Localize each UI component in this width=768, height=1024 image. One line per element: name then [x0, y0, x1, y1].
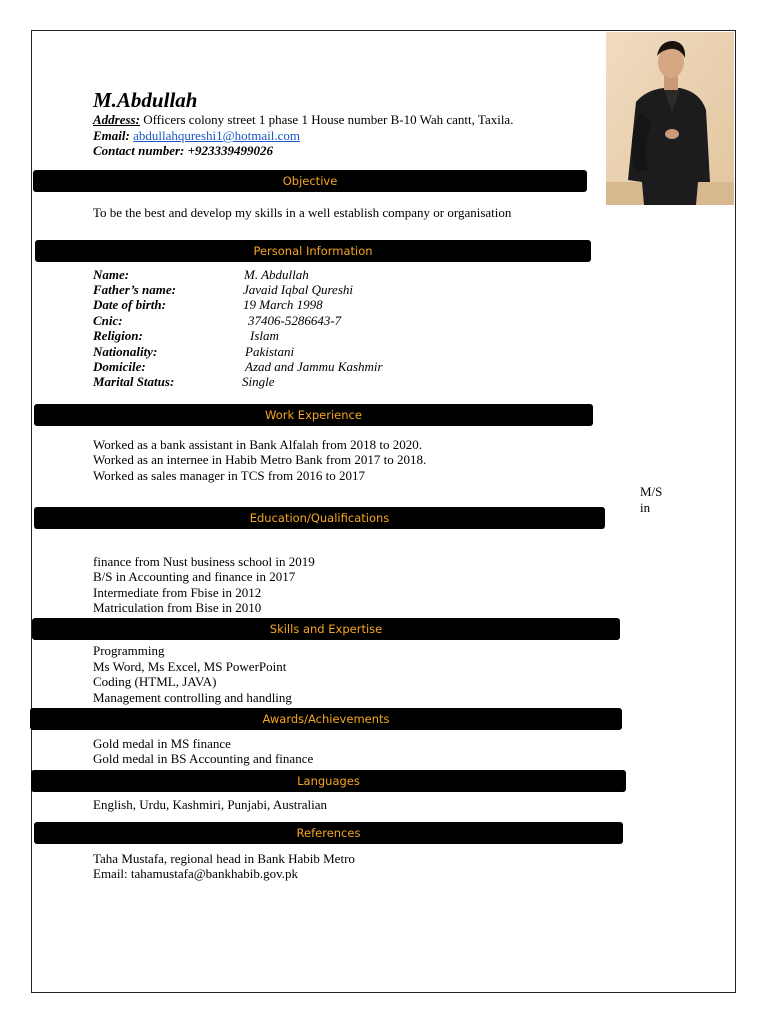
references-header: References: [34, 822, 623, 844]
side-line: in: [640, 499, 651, 515]
skill-item: Coding (HTML, JAVA): [93, 674, 217, 689]
education-header: Education/Qualifications: [34, 507, 605, 529]
pi-label: Marital Status:: [93, 374, 175, 389]
pi-label: Nationality:: [93, 344, 158, 359]
contact-label: Contact number:: [93, 143, 185, 158]
work-experience-header: Work Experience: [34, 404, 593, 426]
objective-text: To be the best and develop my skills in a well establish company or organisation: [93, 205, 512, 220]
reference-item: Taha Mustafa, regional head in Bank Habib Metro: [93, 851, 355, 866]
skill-item: Ms Word, Ms Excel, MS PowerPoint: [93, 659, 287, 674]
skills-header: Skills and Expertise: [32, 618, 620, 640]
languages-text: English, Urdu, Kashmiri, Punjabi, Australian: [93, 797, 327, 812]
candidate-name: M.Abdullah: [93, 88, 198, 112]
personal-info-header: Personal Information: [35, 240, 591, 262]
skill-item: Management controlling and handling: [93, 690, 292, 705]
objective-header: Objective: [33, 170, 587, 192]
pi-value: M. Abdullah: [244, 267, 309, 282]
pi-label: Cnic:: [93, 313, 123, 328]
pi-value: Single: [242, 374, 275, 389]
education-item: B/S in Accounting and finance in 2017: [93, 569, 296, 584]
pi-label: Religion:: [93, 328, 143, 343]
pi-value: 19 March 1998: [243, 297, 323, 312]
pi-value: Javaid Iqbal Qureshi: [243, 282, 353, 297]
pi-label: Father’s name:: [93, 282, 176, 297]
pi-value: Pakistani: [245, 344, 295, 359]
work-item: Worked as sales manager in TCS from 2016 to 2017: [93, 468, 366, 483]
contact-value: +923339499026: [187, 143, 274, 158]
skill-item: Programming: [93, 643, 165, 658]
pi-label: Name:: [93, 267, 130, 282]
contact-line: [93, 143, 273, 159]
education-item: finance from Nust business school in 2019: [93, 554, 315, 569]
reference-item: Email: tahamustafa@bankhabib.gov.pk: [93, 866, 298, 881]
side-line: M/S: [640, 484, 663, 499]
work-item: Worked as a bank assistant in Bank Alfalah from 2018 to 2020.: [93, 437, 422, 452]
education-side-note: [640, 484, 662, 515]
awards-header: Awards/Achievements: [30, 708, 622, 730]
pi-value: Islam: [250, 328, 279, 343]
award-item: Gold medal in MS finance: [93, 736, 231, 751]
address-label: Address:: [93, 112, 140, 127]
pi-value: 37406-5286643-7: [248, 313, 342, 328]
email-line: [93, 128, 300, 144]
address-line: [93, 112, 513, 128]
address-value: Officers colony street 1 phase 1 House number B-10 Wah cantt, Taxila.: [143, 112, 514, 127]
profile-photo: [606, 32, 734, 205]
pi-value: Azad and Jammu Kashmir: [245, 359, 383, 374]
pi-label: Domicile:: [93, 359, 146, 374]
email-label: Email:: [93, 128, 130, 143]
languages-header: Languages: [31, 770, 626, 792]
education-item: Matriculation from Bise in 2010: [93, 600, 262, 615]
education-item: Intermediate from Fbise in 2012: [93, 585, 262, 600]
pi-label: Date of birth:: [93, 297, 166, 312]
award-item: Gold medal in BS Accounting and finance: [93, 751, 314, 766]
work-item: Worked as an internee in Habib Metro Bank from 2017 to 2018.: [93, 452, 427, 467]
email-link[interactable]: abdullahqureshi1@hotmail.com: [133, 128, 300, 143]
